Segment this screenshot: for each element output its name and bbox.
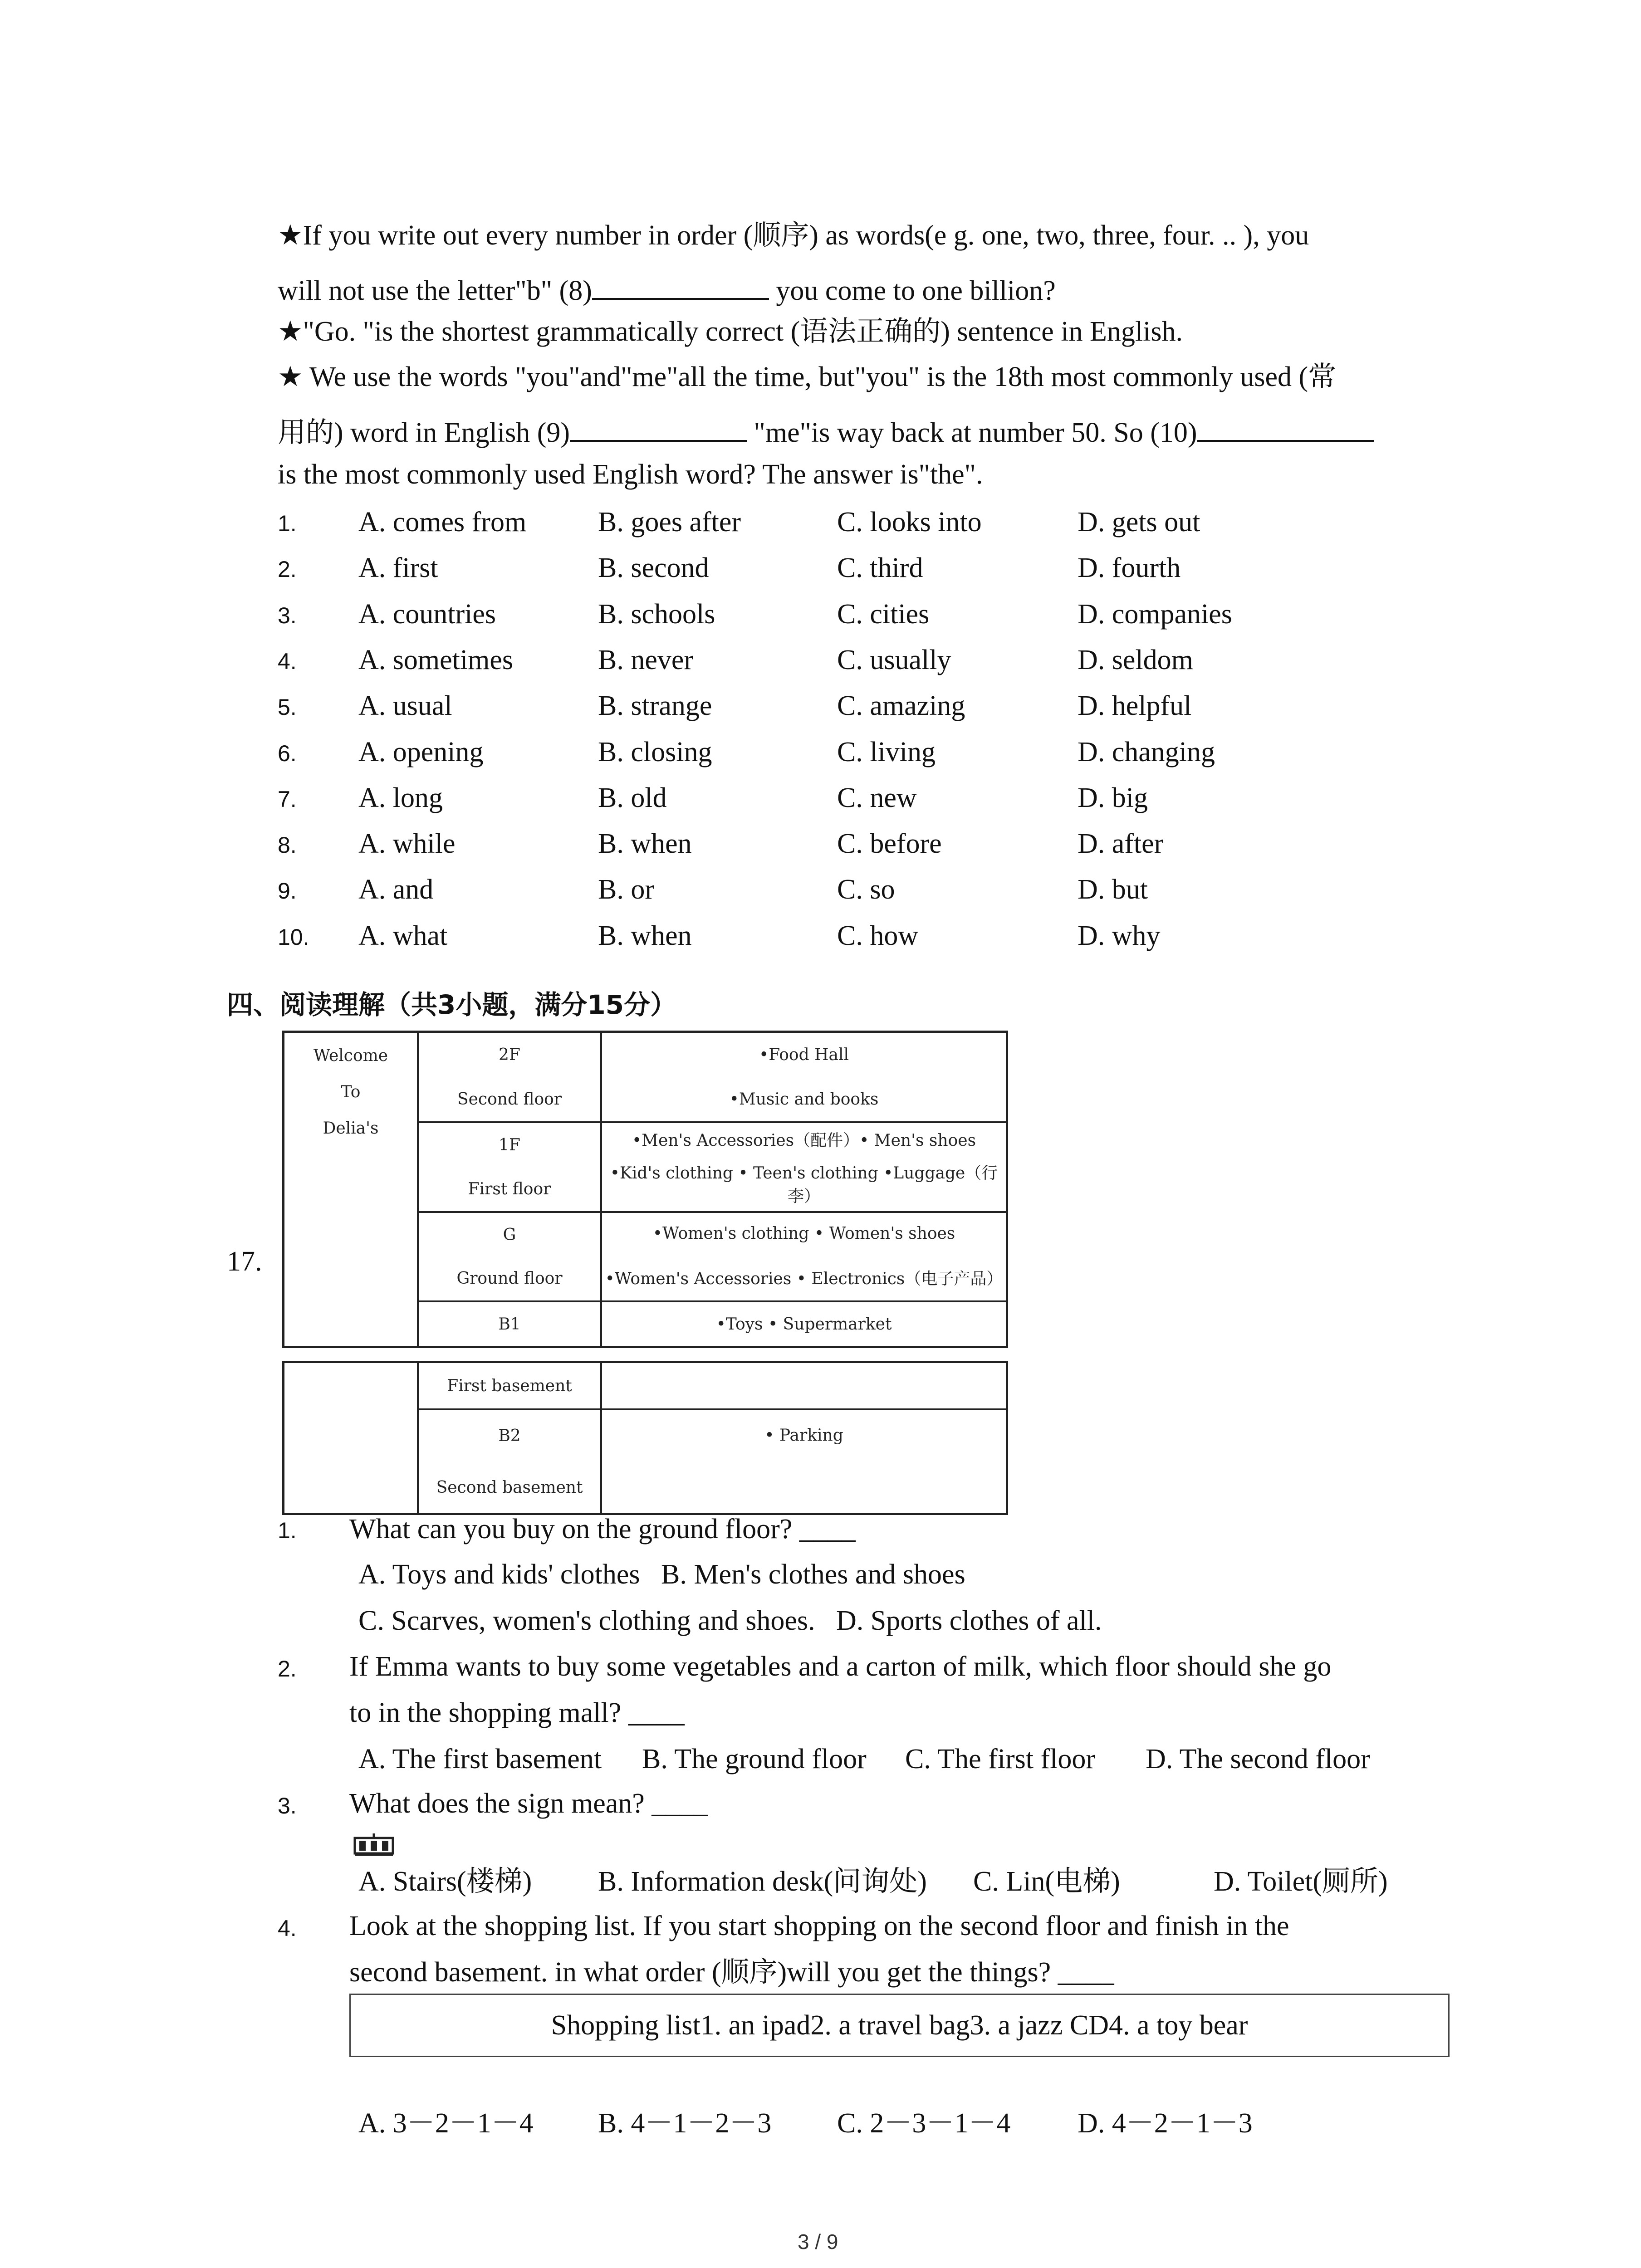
- cloze-option-b: B. strange: [598, 690, 712, 721]
- blank-10: [1197, 413, 1374, 442]
- question-4-number: 4.: [278, 1916, 297, 1941]
- section-title: 四、阅读理解（共3小题，满分15分）: [227, 989, 677, 1020]
- cloze-item-number: 9.: [278, 878, 297, 904]
- cloze-option-c: C. amazing: [837, 690, 965, 721]
- welcome-cell: [284, 1037, 417, 1146]
- page-number: 3 / 9: [798, 2230, 838, 2253]
- floor-item: •Women's clothing • Women's shoes: [652, 1224, 955, 1243]
- question-4-text-line-1: Look at the shopping list. If you start shopping on the second floor and finish in the: [349, 1911, 1289, 1941]
- question-3-option-c: C. Lin(电梯): [973, 1866, 1120, 1897]
- passage-line-2: [278, 271, 1056, 305]
- shopping-list-box: [349, 1994, 1450, 2057]
- question-3-text: What does the sign mean? ____: [349, 1788, 708, 1819]
- cloze-option-c: C. new: [837, 782, 917, 813]
- floor-items-b1: [602, 1302, 1006, 1346]
- floor-label-g: [419, 1213, 600, 1300]
- passage-line-6: is the most commonly used English word? The answer is"the".: [278, 459, 983, 490]
- passage-line-5-start: 用的) word in English (9): [278, 417, 570, 448]
- floor-item: •Kid's clothing • Teen's clothing •Luggage（行李）: [610, 1163, 998, 1206]
- cloze-option-d: D. seldom: [1078, 645, 1193, 675]
- question-1-number: 1.: [278, 1518, 297, 1543]
- cloze-option-b: B. never: [598, 645, 694, 675]
- cloze-option-c: C. cities: [837, 599, 930, 630]
- question-1-options-line-1: A. Toys and kids' clothes B. Men's clothes and shoes: [358, 1559, 965, 1590]
- store-directory-table: [282, 1031, 1008, 1348]
- question-number-17: 17.: [227, 1246, 262, 1277]
- question-4-text-line-2: second basement. in what order (顺序)will you get the things? ____: [349, 1957, 1114, 1988]
- cloze-option-a: A. long: [358, 782, 443, 813]
- cloze-option-a: A. countries: [358, 599, 496, 630]
- floor-name: Second basement: [436, 1478, 583, 1497]
- cloze-option-d: D. but: [1078, 874, 1148, 905]
- cloze-option-a: A. sometimes: [358, 645, 513, 675]
- elevator-sign-icon: [353, 1833, 395, 1856]
- floor-label-b1: [419, 1302, 600, 1346]
- cloze-option-d: D. fourth: [1078, 552, 1181, 583]
- floor-item: •Men's Accessories（配件）• Men's shoes: [632, 1131, 976, 1150]
- cloze-option-a: A. opening: [358, 737, 484, 767]
- floor-name: Ground floor: [456, 1269, 563, 1288]
- cloze-option-c: C. how: [837, 920, 919, 951]
- cloze-option-a: A. comes from: [358, 507, 527, 538]
- cloze-option-d: D. big: [1078, 782, 1148, 813]
- floor-label-2f: [419, 1033, 600, 1121]
- cloze-option-c: C. third: [837, 552, 923, 583]
- cloze-option-d: D. helpful: [1078, 690, 1192, 721]
- floor-name: Second floor: [457, 1090, 562, 1109]
- floor-item: •Toys • Supermarket: [716, 1315, 892, 1334]
- cloze-option-c: C. so: [837, 874, 895, 905]
- cloze-item-number: 7.: [278, 787, 297, 812]
- welcome-text: Welcome: [313, 1046, 388, 1065]
- cloze-option-a: A. what: [358, 920, 448, 951]
- cloze-item-number: 10.: [278, 924, 309, 950]
- question-3-option-d: D. Toilet(厕所): [1214, 1866, 1388, 1897]
- cloze-item-number: 8.: [278, 832, 297, 858]
- welcome-text: To: [341, 1082, 361, 1101]
- cloze-option-b: B. second: [598, 552, 709, 583]
- question-1-options-line-2: C. Scarves, women's clothing and shoes. D. Sports clothes of all.: [358, 1605, 1102, 1636]
- floor-items-1f: [602, 1123, 1006, 1211]
- passage-line-5: [278, 413, 1374, 447]
- question-1-text: What can you buy on the ground floor? ____: [349, 1514, 856, 1545]
- cloze-item-number: 4.: [278, 649, 297, 674]
- cloze-option-a: A. while: [358, 828, 456, 859]
- question-2-option-a: A. The first basement: [358, 1744, 602, 1774]
- cloze-option-b: B. closing: [598, 737, 712, 767]
- cloze-option-d: D. why: [1078, 920, 1161, 951]
- cloze-option-b: B. when: [598, 828, 692, 859]
- cloze-option-b: B. schools: [598, 599, 715, 630]
- question-4-option-b: B. 4－1－2－3: [598, 2108, 772, 2139]
- floor-code: G: [503, 1225, 516, 1244]
- question-4-option-c: C. 2－3－1－4: [837, 2108, 1011, 2139]
- floor-items-2f: [602, 1033, 1006, 1121]
- passage-line-2-start: will not use the letter"b" (8): [278, 275, 592, 306]
- floor-code: 1F: [499, 1136, 520, 1154]
- cloze-option-c: C. living: [837, 737, 936, 767]
- cloze-item-number: 3.: [278, 603, 297, 628]
- floor-items-b2: [602, 1410, 1006, 1460]
- blank-9: [570, 413, 747, 442]
- cloze-option-c: C. usually: [837, 645, 951, 675]
- floor-code: B1: [498, 1315, 521, 1334]
- floor-code: B2: [498, 1427, 521, 1446]
- cloze-item-number: 5.: [278, 694, 297, 720]
- cloze-option-d: D. gets out: [1078, 507, 1200, 538]
- cloze-option-d: D. changing: [1078, 737, 1215, 767]
- floor-label-b2: [419, 1410, 600, 1513]
- question-2-text-line-1: If Emma wants to buy some vegetables and a carton of milk, which floor should she go: [349, 1651, 1332, 1682]
- cloze-option-a: A. usual: [358, 690, 452, 721]
- question-3-option-b: B. Information desk(问询处): [598, 1866, 927, 1897]
- question-3-number: 3.: [278, 1793, 297, 1818]
- cloze-option-d: D. companies: [1078, 599, 1232, 630]
- cloze-option-c: C. looks into: [837, 507, 982, 538]
- floor-name: First floor: [468, 1180, 551, 1198]
- passage-line-3: ★"Go. "is the shortest grammatically correct (语法正确的) sentence in English.: [278, 316, 1183, 347]
- passage-line-1: ★If you write out every number in order (顺序) as words(e g. one, two, three, four. .. ), you: [278, 220, 1309, 251]
- cloze-item-number: 2.: [278, 557, 297, 582]
- question-4-option-a: A. 3－2－1－4: [358, 2108, 534, 2139]
- passage-line-4: ★ We use the words "you"and"me"all the time, but"you" is the 18th most commonly used (常: [278, 362, 1337, 392]
- cloze-option-b: B. goes after: [598, 507, 741, 538]
- question-2-option-b: B. The ground floor: [642, 1744, 867, 1774]
- passage-line-2-end: you come to one billion?: [769, 275, 1056, 306]
- question-2-text-line-2: to in the shopping mall? ____: [349, 1697, 685, 1728]
- floor-item: •Women's Accessories • Electronics（电子产品）: [605, 1269, 1003, 1288]
- cloze-option-c: C. before: [837, 828, 942, 859]
- question-4-option-d: D. 4－2－1－3: [1078, 2108, 1253, 2139]
- cloze-option-a: A. first: [358, 552, 438, 583]
- floor-item: •Music and books: [729, 1090, 879, 1109]
- cloze-item-number: 1.: [278, 511, 297, 536]
- question-2-number: 2.: [278, 1656, 297, 1681]
- floor-item: • Parking: [764, 1426, 843, 1445]
- cloze-item-number: 6.: [278, 741, 297, 766]
- cloze-option-b: B. old: [598, 782, 667, 813]
- question-2-option-d: D. The second floor: [1146, 1744, 1370, 1774]
- cloze-option-b: B. or: [598, 874, 654, 905]
- basement-directory-table: [282, 1361, 1008, 1515]
- shopping-list-text: Shopping list1. an ipad2. a travel bag3. a jazz CD4. a toy bear: [551, 2009, 1248, 2041]
- cloze-option-b: B. when: [598, 920, 692, 951]
- cloze-option-d: D. after: [1078, 828, 1164, 859]
- cloze-option-a: A. and: [358, 874, 434, 905]
- floor-item: •Food Hall: [759, 1046, 849, 1065]
- floor-name: First basement: [447, 1376, 572, 1395]
- floor-items-g: [602, 1213, 1006, 1300]
- blank-8: [592, 271, 769, 300]
- question-2-option-c: C. The first floor: [905, 1744, 1096, 1774]
- floor-label-1f: [419, 1123, 600, 1211]
- floor-label-first-basement: [419, 1363, 600, 1408]
- floor-code: 2F: [499, 1046, 520, 1065]
- passage-line-5-middle: "me"is way back at number 50. So (10): [747, 417, 1197, 448]
- question-3-option-a: A. Stairs(楼梯): [358, 1866, 532, 1897]
- welcome-text: Delia's: [323, 1119, 379, 1138]
